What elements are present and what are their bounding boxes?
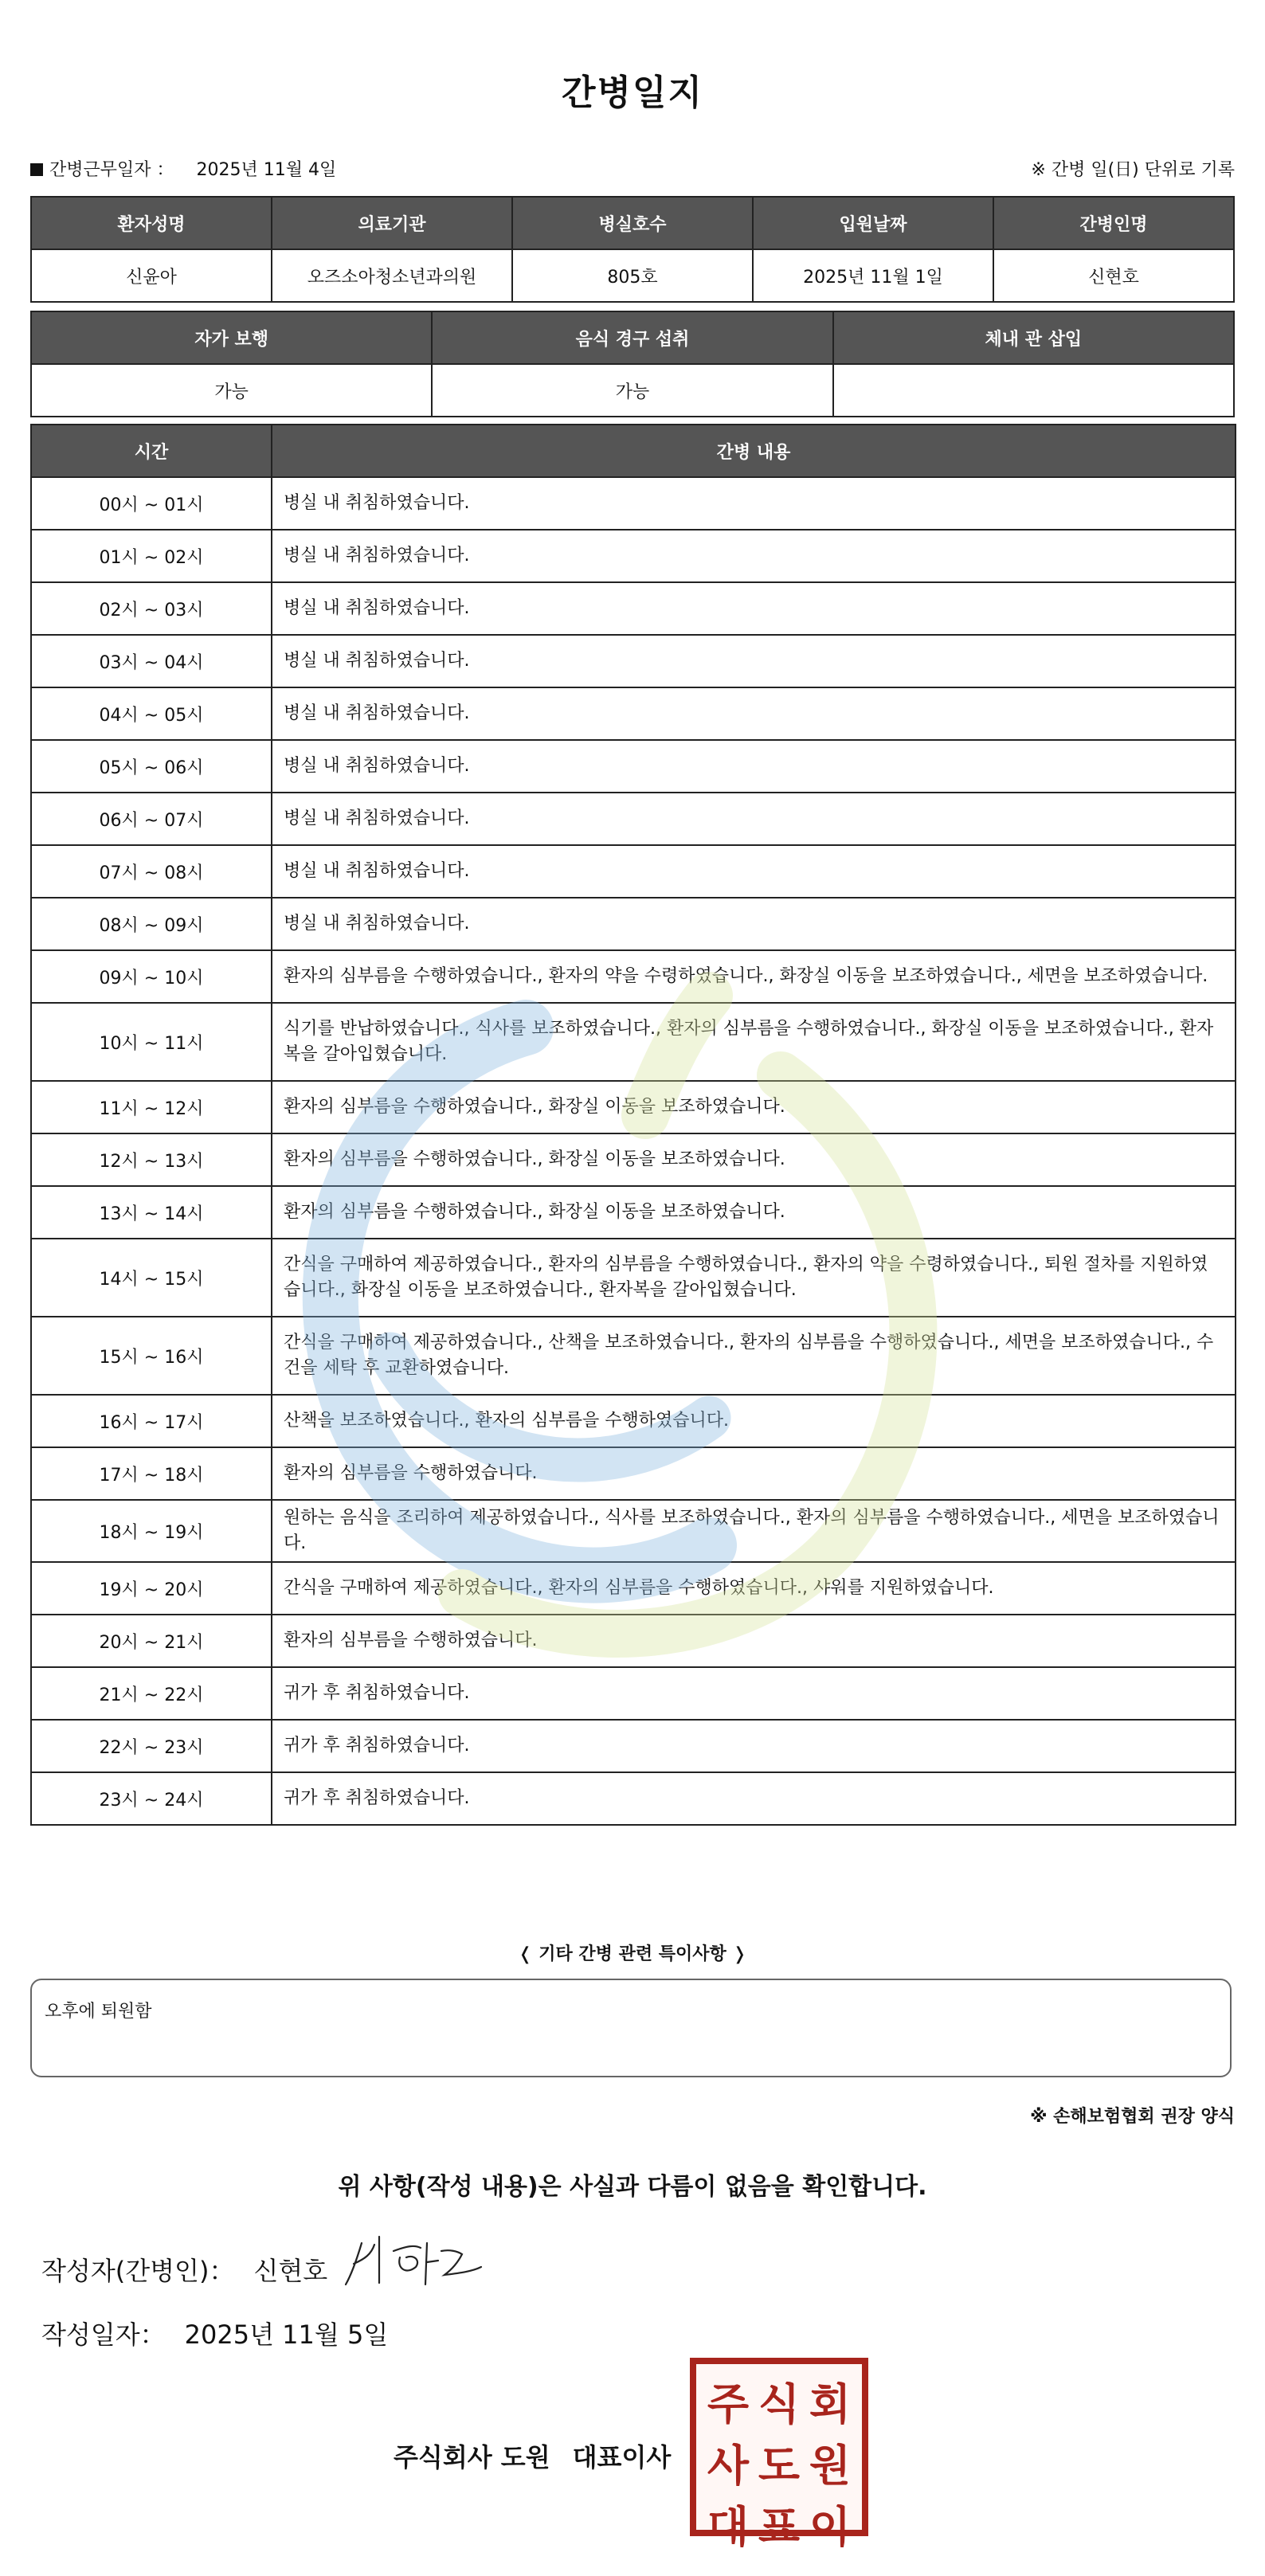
log-row [31, 1317, 1236, 1395]
record-note: ※ 간병 일(日) 단위로 기록 [1031, 160, 1235, 180]
log-row [31, 1081, 1236, 1133]
log-row [31, 898, 1236, 950]
company-name: 주식회사 도원 [394, 2442, 550, 2472]
log-row [31, 845, 1236, 898]
seal-char: 대 [707, 2501, 750, 2552]
header-patient-name: 환자성명 [31, 197, 272, 249]
log-content: 식기를 반납하였습니다., 식사를 보조하였습니다., 환자의 심부름을 수행하였습니다., 화장실 이동을 보조하였습니다., 환자복을 갈아입혔습니다. [272, 1003, 1236, 1081]
log-content: 병실 내 취침하였습니다. [272, 845, 1236, 898]
log-time: 23시 ~ 24시 [31, 1772, 272, 1825]
admission-date: 2025년 11월 1일 [753, 249, 993, 302]
log-row [31, 1003, 1236, 1081]
log-content: 환자의 심부름을 수행하였습니다. [272, 1615, 1236, 1667]
log-row [31, 1615, 1236, 1667]
log-content: 병실 내 취침하였습니다. [272, 898, 1236, 950]
log-time: 01시 ~ 02시 [31, 530, 272, 582]
hospital-name: 오즈소아청소년과의원 [272, 249, 512, 302]
log-time: 06시 ~ 07시 [31, 793, 272, 845]
log-time: 12시 ~ 13시 [31, 1133, 272, 1186]
log-time: 14시 ~ 15시 [31, 1239, 272, 1317]
work-date-value: 2025년 11월 4일 [196, 160, 337, 180]
log-row [31, 1667, 1236, 1720]
log-content: 병실 내 취침하였습니다. [272, 740, 1236, 793]
tube-insertion-value [833, 364, 1234, 417]
hourly-log-header-row [31, 425, 1236, 477]
company-seal-stamp [690, 2358, 868, 2552]
log-time: 08시 ~ 09시 [31, 898, 272, 950]
square-bullet-icon [30, 163, 43, 176]
patient-info-value-row [31, 249, 1234, 302]
log-row [31, 1239, 1236, 1317]
room-number: 805호 [512, 249, 753, 302]
log-time: 04시 ~ 05시 [31, 687, 272, 740]
header-caregiver: 간병인명 [993, 197, 1234, 249]
log-content: 귀가 후 취침하였습니다. [272, 1667, 1236, 1720]
write-date-line [41, 2315, 388, 2351]
log-time: 20시 ~ 21시 [31, 1615, 272, 1667]
seal-char: 원 [809, 2440, 852, 2491]
header-tube-insertion: 체내 관 삽입 [833, 311, 1234, 364]
write-date-label: 작성일자： [41, 2320, 166, 2350]
patient-info-header-row [31, 197, 1234, 249]
work-date-line [30, 156, 336, 181]
log-time: 07시 ~ 08시 [31, 845, 272, 898]
patient-info-table [30, 196, 1235, 303]
log-content: 환자의 심부름을 수행하였습니다., 화장실 이동을 보조하였습니다. [272, 1081, 1236, 1133]
log-row [31, 740, 1236, 793]
confirmation-statement: 위 사항(작성 내용)은 사실과 다름이 없음을 확인합니다. [338, 2173, 927, 2201]
log-content: 원하는 음식을 조리하여 제공하였습니다., 식사를 보조하였습니다., 환자의 심부름을 수행하였습니다., 세면을 보조하였습니다. [272, 1500, 1236, 1562]
oral-intake-value: 가능 [432, 364, 832, 417]
log-row [31, 687, 1236, 740]
seal-char: 사 [707, 2440, 750, 2491]
seal-characters [703, 2370, 856, 2552]
header-hospital: 의료기관 [272, 197, 512, 249]
seal-char: 이 [809, 2501, 852, 2552]
abilities-table [30, 311, 1235, 417]
log-time: 15시 ~ 16시 [31, 1317, 272, 1395]
log-time: 10시 ~ 11시 [31, 1003, 272, 1081]
log-time: 21시 ~ 22시 [31, 1667, 272, 1720]
log-row [31, 477, 1236, 530]
abilities-value-row [31, 364, 1234, 417]
log-time: 18시 ~ 19시 [31, 1500, 272, 1562]
log-time: 16시 ~ 17시 [31, 1395, 272, 1447]
log-time: 22시 ~ 23시 [31, 1720, 272, 1772]
log-row [31, 1772, 1236, 1825]
seal-char: 식 [758, 2378, 801, 2429]
log-content: 간식을 구매하여 제공하였습니다., 산책을 보조하였습니다., 환자의 심부름을 수행하였습니다., 세면을 보조하였습니다., 수건을 세탁 후 교환하였습니다. [272, 1317, 1236, 1395]
log-content: 환자의 심부름을 수행하였습니다., 환자의 약을 수령하였습니다., 화장실 이동을 보조하였습니다., 세면을 보조하였습니다. [272, 950, 1236, 1003]
log-time: 02시 ~ 03시 [31, 582, 272, 635]
log-row [31, 1720, 1236, 1772]
log-row [31, 1447, 1236, 1500]
log-content: 산책을 보조하였습니다., 환자의 심부름을 수행하였습니다. [272, 1395, 1236, 1447]
log-content: 간식을 구매하여 제공하였습니다., 환자의 심부름을 수행하였습니다., 환자의 약을 수령하였습니다., 퇴원 절차를 지원하였습니다., 화장실 이동을 보조하였습니다., 환자복을 갈아입혔습니다. [272, 1239, 1236, 1317]
log-content: 환자의 심부름을 수행하였습니다., 화장실 이동을 보조하였습니다. [272, 1186, 1236, 1239]
log-row [31, 950, 1236, 1003]
work-date-label: 간병근무일자 ： [49, 160, 174, 180]
hourly-log-table [30, 424, 1236, 1826]
log-content: 병실 내 취침하였습니다. [272, 793, 1236, 845]
header-self-walking: 자가 보행 [31, 311, 432, 364]
log-row [31, 635, 1236, 687]
log-content: 병실 내 취침하였습니다. [272, 687, 1236, 740]
log-content: 귀가 후 취침하였습니다. [272, 1720, 1236, 1772]
log-time: 09시 ~ 10시 [31, 950, 272, 1003]
hourly-log-body [31, 477, 1236, 1825]
log-time: 03시 ~ 04시 [31, 635, 272, 687]
log-row [31, 1133, 1236, 1186]
log-content: 귀가 후 취침하였습니다. [272, 1772, 1236, 1825]
self-walking-value: 가능 [31, 364, 432, 417]
company-line [394, 2437, 671, 2474]
header-time: 시간 [31, 425, 272, 477]
log-row [31, 1500, 1236, 1562]
abilities-header-row [31, 311, 1234, 364]
log-time: 17시 ~ 18시 [31, 1447, 272, 1500]
log-content: 병실 내 취침하였습니다. [272, 530, 1236, 582]
writer-name: 신현호 [253, 2256, 328, 2286]
seal-char: 주 [707, 2378, 750, 2429]
remarks-heading: ❬ 기타 간병 관련 특이사항 ❭ [518, 1944, 747, 1964]
page-title: 간병일지 [561, 72, 703, 113]
writer-label: 작성자(간병인)： [41, 2256, 235, 2286]
log-content: 병실 내 취침하였습니다. [272, 477, 1236, 530]
log-content: 병실 내 취침하였습니다. [272, 635, 1236, 687]
log-time: 05시 ~ 06시 [31, 740, 272, 793]
log-row [31, 582, 1236, 635]
header-care-content: 간병 내용 [272, 425, 1236, 477]
log-row [31, 793, 1236, 845]
seal-char: 표 [758, 2501, 801, 2552]
writer-line [41, 2251, 327, 2288]
ceo-title: 대표이사 [572, 2442, 672, 2472]
log-time: 13시 ~ 14시 [31, 1186, 272, 1239]
log-content: 병실 내 취침하였습니다. [272, 582, 1236, 635]
seal-char: 회 [809, 2378, 852, 2429]
log-time: 00시 ~ 01시 [31, 477, 272, 530]
log-content: 간식을 구매하여 제공하였습니다., 환자의 심부름을 수행하였습니다., 샤워를 지원하였습니다. [272, 1562, 1236, 1615]
format-note: ※ 손해보험협회 권장 양식 [1030, 2107, 1235, 2127]
remarks-box: 오후에 퇴원함 [30, 1979, 1232, 2077]
handwritten-signature-icon [338, 2227, 489, 2299]
caregiver-name: 신현호 [993, 249, 1234, 302]
log-row [31, 1562, 1236, 1615]
log-row [31, 1395, 1236, 1447]
header-oral-intake: 음식 경구 섭취 [432, 311, 832, 364]
log-time: 19시 ~ 20시 [31, 1562, 272, 1615]
log-content: 환자의 심부름을 수행하였습니다., 화장실 이동을 보조하였습니다. [272, 1133, 1236, 1186]
header-admission-date: 입원날짜 [753, 197, 993, 249]
log-row [31, 530, 1236, 582]
log-content: 환자의 심부름을 수행하였습니다. [272, 1447, 1236, 1500]
patient-name: 신윤아 [31, 249, 272, 302]
log-row [31, 1186, 1236, 1239]
write-date-value: 2025년 11월 5일 [184, 2320, 389, 2350]
log-time: 11시 ~ 12시 [31, 1081, 272, 1133]
seal-char: 도 [758, 2440, 801, 2491]
header-room: 병실호수 [512, 197, 753, 249]
